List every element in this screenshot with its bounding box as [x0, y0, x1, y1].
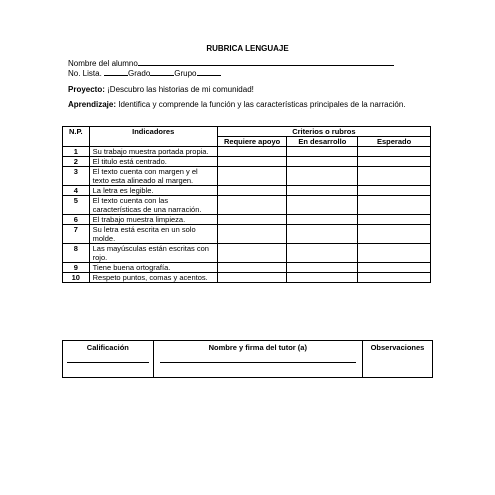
page-title: RUBRICA LENGUAJE [206, 44, 289, 53]
cell-expected[interactable] [358, 196, 431, 215]
col-in-development-header: En desarrollo [287, 137, 358, 147]
table-row [63, 244, 431, 263]
list-grade-group-line [68, 68, 221, 78]
table-row [63, 157, 431, 167]
row-number: 8 [63, 244, 90, 263]
cell-requires-support[interactable] [217, 186, 287, 196]
row-number: 3 [63, 167, 90, 186]
observations-cell[interactable] [362, 341, 432, 378]
table-row [63, 167, 431, 186]
signature-table [62, 340, 433, 378]
project-line [68, 85, 413, 95]
cell-in-development[interactable] [287, 167, 358, 186]
cell-expected[interactable] [358, 273, 431, 283]
cell-requires-support[interactable] [217, 147, 287, 157]
cell-in-development[interactable] [287, 225, 358, 244]
indicator-text: Su letra está escrita en un solo molde. [89, 225, 217, 244]
rubric-table [62, 126, 431, 283]
indicator-text: Respeto puntos, comas y acentos. [89, 273, 217, 283]
cell-requires-support[interactable] [217, 263, 287, 273]
indicator-text: Las mayúsculas están escritas con rojo. [89, 244, 217, 263]
grade-field[interactable] [150, 68, 174, 76]
table-row [63, 196, 431, 215]
indicator-text: El texto cuenta con margen y el texto esta alineado al margen. [89, 167, 217, 186]
cell-expected[interactable] [358, 167, 431, 186]
row-number: 6 [63, 215, 90, 225]
row-number: 1 [63, 147, 90, 157]
learning-text: Identifica y comprende la función y las características principales de la narración. [116, 100, 406, 109]
table-row [63, 147, 431, 157]
cell-requires-support[interactable] [217, 157, 287, 167]
row-number: 2 [63, 157, 90, 167]
row-number: 5 [63, 196, 90, 215]
project-label: Proyecto: [68, 85, 105, 94]
cell-in-development[interactable] [287, 196, 358, 215]
cell-in-development[interactable] [287, 215, 358, 225]
cell-requires-support[interactable] [217, 196, 287, 215]
cell-in-development[interactable] [287, 273, 358, 283]
cell-expected[interactable] [358, 186, 431, 196]
grade-cell[interactable] [63, 341, 154, 378]
cell-in-development[interactable] [287, 186, 358, 196]
student-name-label: Nombre del alumno [68, 59, 138, 68]
col-requires-support-header: Requiere apoyo [217, 137, 287, 147]
group-field[interactable] [197, 68, 221, 76]
indicator-text: Su trabajo muestra portada propia. [89, 147, 217, 157]
learning-paragraph [68, 100, 413, 110]
table-row [63, 186, 431, 196]
cell-expected[interactable] [358, 263, 431, 273]
col-criteria-header: Criterios o rubros [217, 127, 430, 137]
row-number: 10 [63, 273, 90, 283]
group-label: Grupo [174, 69, 197, 78]
table-row [63, 273, 431, 283]
observations-header: Observaciones [370, 343, 425, 352]
table-row [63, 263, 431, 273]
table-row [63, 225, 431, 244]
cell-expected[interactable] [358, 157, 431, 167]
grade-header: Calificación [86, 343, 129, 352]
cell-requires-support[interactable] [217, 244, 287, 263]
tutor-signature-line [160, 362, 356, 363]
tutor-signature-header: Nombre y firma del tutor (a) [208, 343, 307, 352]
list-number-field[interactable] [104, 68, 128, 76]
row-number: 7 [63, 225, 90, 244]
student-name-field[interactable] [138, 58, 394, 66]
cell-requires-support[interactable] [217, 167, 287, 186]
cell-in-development[interactable] [287, 263, 358, 273]
cell-requires-support[interactable] [217, 215, 287, 225]
row-number: 4 [63, 186, 90, 196]
indicator-text: El titulo está centrado. [89, 157, 217, 167]
cell-expected[interactable] [358, 244, 431, 263]
grade-line [67, 362, 149, 363]
learning-label: Aprendizaje: [68, 100, 117, 109]
indicator-text: El texto cuenta con las características de una narración. [89, 196, 217, 215]
tutor-signature-cell[interactable] [153, 341, 362, 378]
cell-in-development[interactable] [287, 147, 358, 157]
grade-label: Grado [128, 69, 151, 78]
list-number-label: No. Lista. [68, 69, 102, 78]
student-name-line [68, 58, 394, 68]
cell-requires-support[interactable] [217, 273, 287, 283]
indicator-text: Tiene buena ortografía. [89, 263, 217, 273]
cell-expected[interactable] [358, 215, 431, 225]
indicator-text: La letra es legible. [89, 186, 217, 196]
cell-in-development[interactable] [287, 157, 358, 167]
cell-requires-support[interactable] [217, 225, 287, 244]
indicator-text: El trabajo muestra limpieza. [89, 215, 217, 225]
cell-in-development[interactable] [287, 244, 358, 263]
col-expected-header: Esperado [358, 137, 431, 147]
project-text: ¡Descubro las historias de mi comunidad! [104, 85, 254, 94]
table-row [63, 215, 431, 225]
col-np-header: N.P. [63, 127, 90, 147]
cell-expected[interactable] [358, 225, 431, 244]
col-indicators-header: Indicadores [89, 127, 217, 147]
cell-expected[interactable] [358, 147, 431, 157]
row-number: 9 [63, 263, 90, 273]
